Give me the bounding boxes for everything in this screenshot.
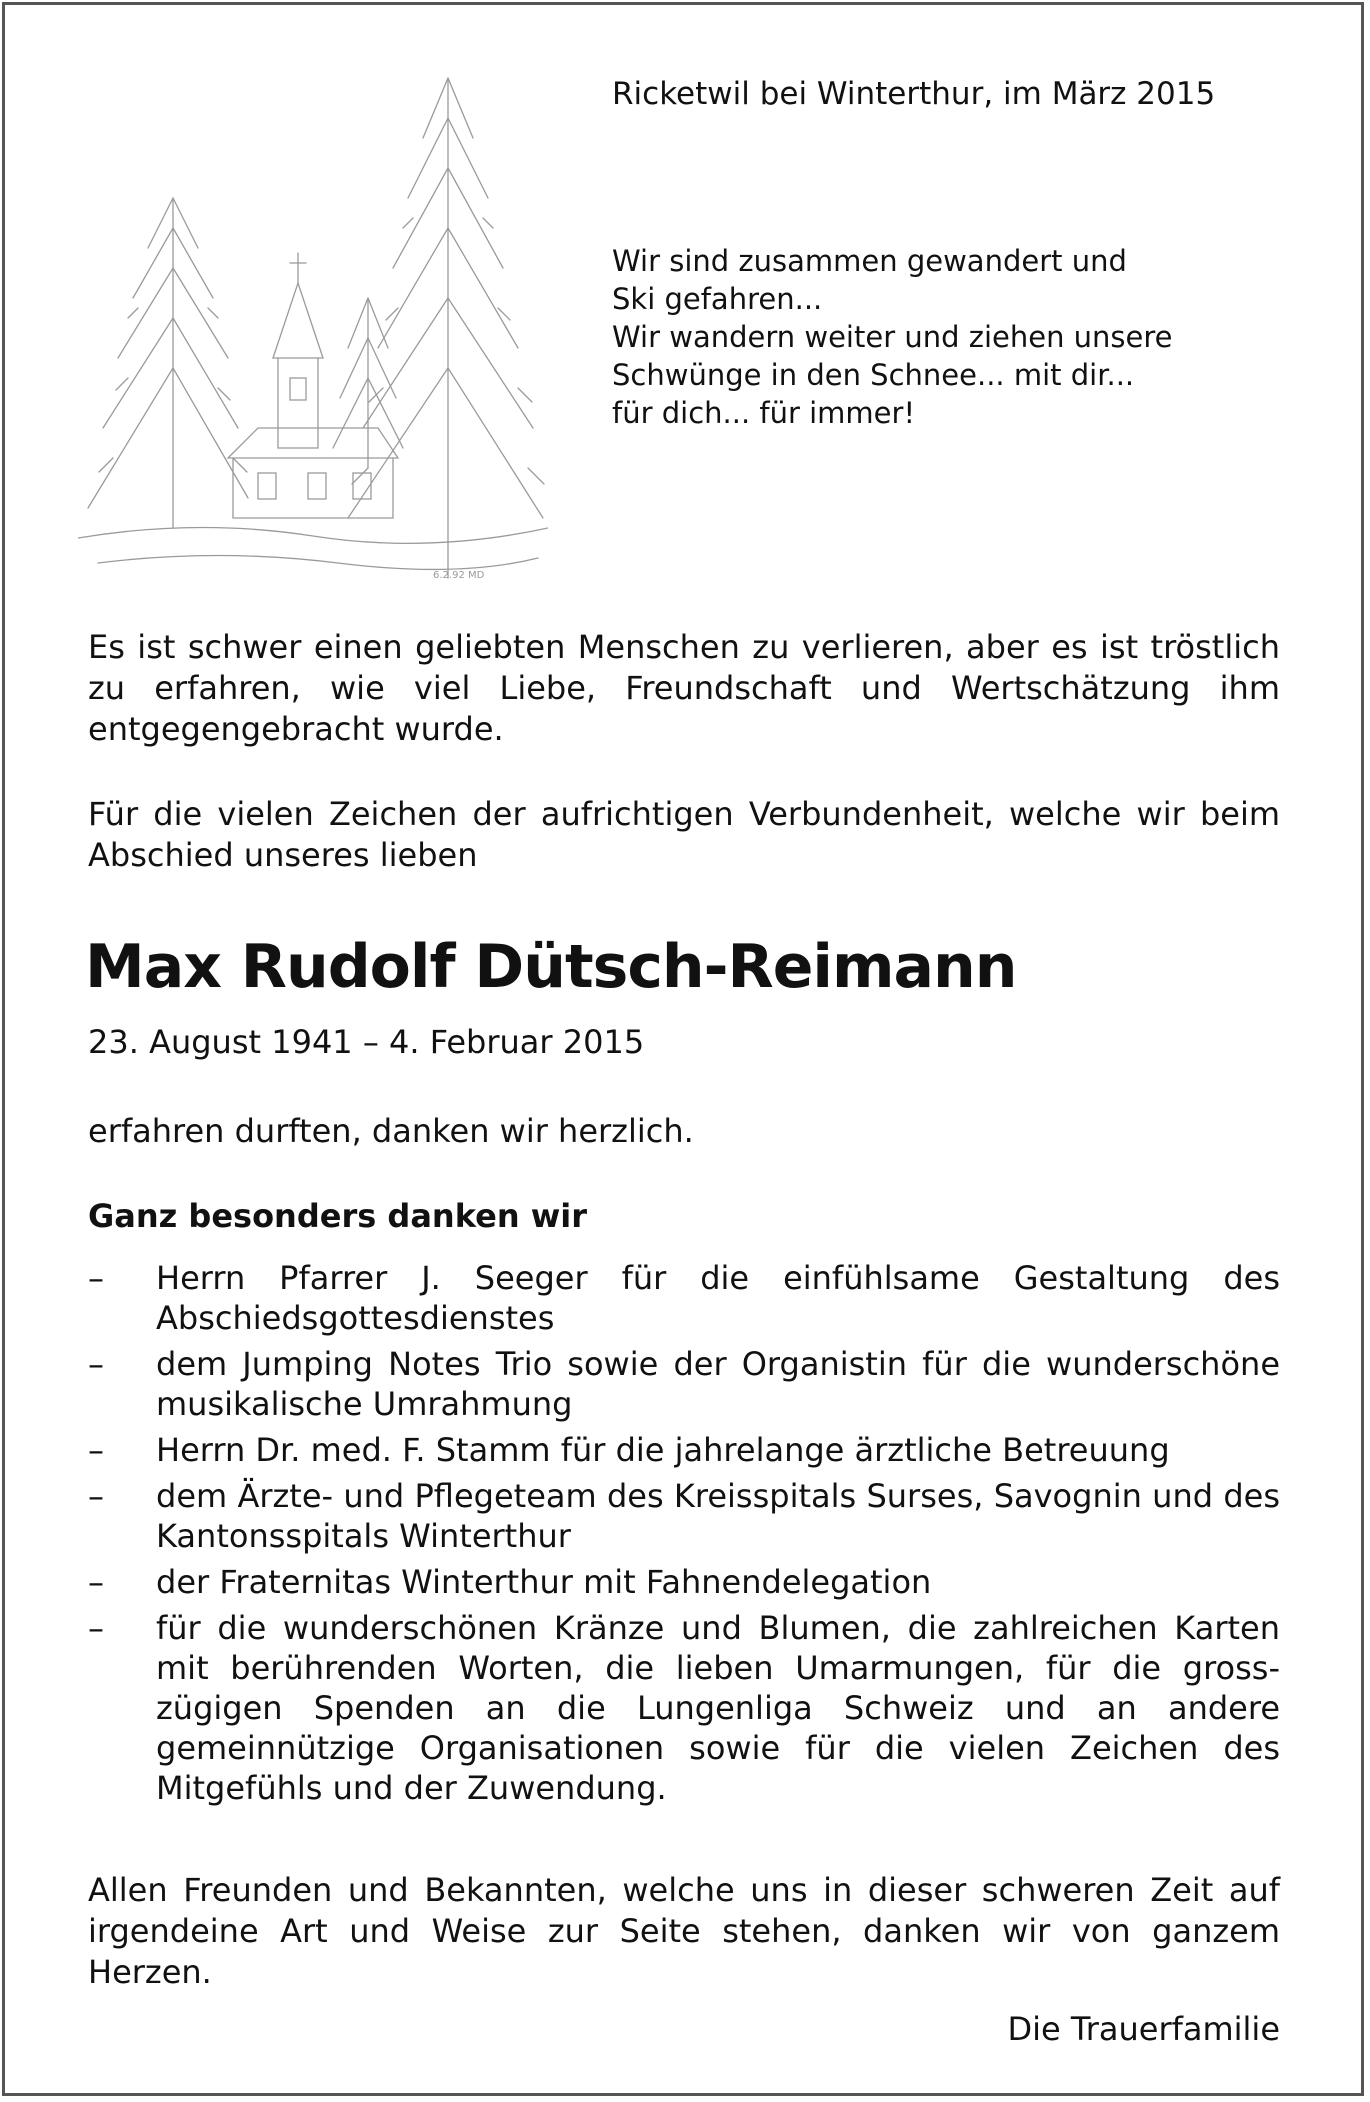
church-sketch-icon: [78, 58, 548, 598]
thanks-line: erfahren durften, danken wir herzlich.: [88, 1112, 694, 1150]
dash-bullet: –: [88, 1345, 104, 1383]
place-date: Ricketwil bei Winterthur, im März 2015: [612, 76, 1216, 112]
list-item-text: dem Ärzte- und Pflegeteam des Kreisspitals Surses, Savognin und des Kantonsspitals Winterthur: [156, 1477, 1280, 1555]
dash-bullet: –: [88, 1477, 104, 1515]
closing-paragraph: Allen Freunden und Bekannten, welche uns in dieser schweren Zeit auf irgendeine Art und Weise zur Seite stehen, danken wir von ganzem Herzen.: [88, 1871, 1280, 1991]
signature: Die Trauerfamilie: [1007, 2010, 1280, 2048]
dash-bullet: –: [88, 1431, 104, 1469]
list-item: [88, 1476, 1280, 1556]
poem-line: Schwünge in den Schnee... mit dir...: [612, 358, 1135, 392]
poem-line: Wir wandern weiter und ziehen unsere: [612, 320, 1173, 354]
list-item: [88, 1608, 1280, 1808]
poem: [612, 242, 1173, 432]
deceased-name: Max Rudolf Dütsch-Reimann: [85, 932, 1017, 1002]
intro-paragraph-2: Für die vielen Zeichen der aufrichtigen Verbundenheit, welche wir beim Abschied unseres lieben: [88, 795, 1280, 874]
list-item-text: Herrn Pfarrer J. Seeger für die einfühlsame Gestaltung des Abschiedsgottesdienstes: [156, 1259, 1280, 1337]
list-item-text: für die wunderschönen Kränze und Blumen, die zahlreichen Karten mit berührenden Worten, die lieben Umarmungen, für die grosszügigen Spenden an die Lungenliga Schweiz und an andere gemeinnützige Organisationen sowie für die vielen Zeichen des Mitgefühls und der Zuwendung.: [156, 1609, 1280, 1807]
list-item: [88, 1562, 1280, 1602]
poem-line: Ski gefahren...: [612, 282, 823, 316]
list-item-text: Herrn Dr. med. F. Stamm für die jahrelange ärztliche Betreuung: [156, 1431, 1170, 1469]
list-item-text: dem Jumping Notes Trio sowie der Organistin für die wunderschöne musikalische Umrahmung: [156, 1345, 1280, 1423]
svg-text:6.2.92 MD: 6.2.92 MD: [433, 570, 485, 581]
dash-bullet: –: [88, 1563, 104, 1601]
special-thanks-list: [88, 1258, 1280, 1814]
poem-line: Wir sind zusammen gewandert und: [612, 244, 1127, 278]
list-item: [88, 1258, 1280, 1338]
special-thanks-heading: Ganz besonders danken wir: [88, 1197, 588, 1235]
list-item: [88, 1344, 1280, 1424]
list-item-text: der Fraternitas Winterthur mit Fahnendelegation: [156, 1563, 932, 1601]
list-item: [88, 1430, 1280, 1470]
intro-paragraph-1: Es ist schwer einen geliebten Menschen zu verlieren, aber es ist tröstlich zu erfahren, wie viel Liebe, Freundschaft und Wertschätzung ihm entgegengebracht wurde.: [88, 628, 1280, 748]
poem-line: für dich... für immer!: [612, 396, 916, 430]
dash-bullet: –: [88, 1259, 104, 1297]
dash-bullet: –: [88, 1609, 104, 1647]
life-dates: 23. August 1941 – 4. Februar 2015: [88, 1023, 645, 1061]
